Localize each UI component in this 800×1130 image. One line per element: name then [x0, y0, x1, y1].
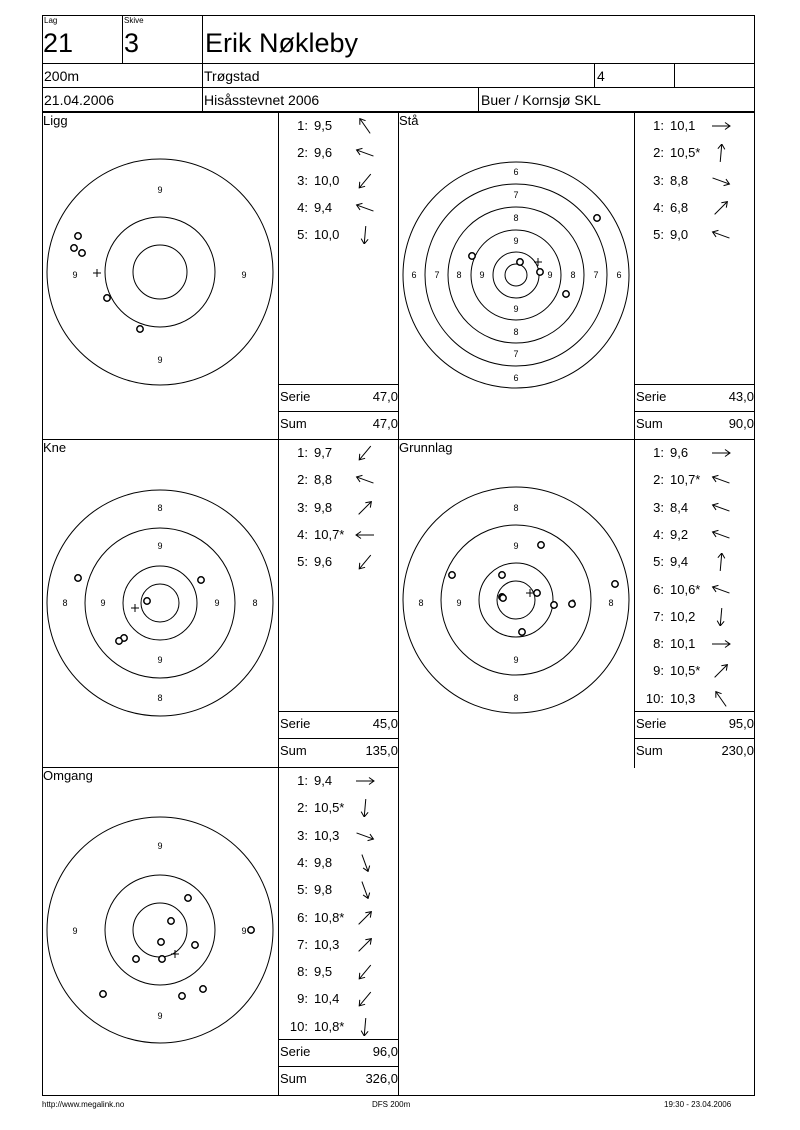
shot-hole: [198, 577, 204, 583]
shot-direction-arrow-icon: [354, 471, 376, 489]
shot-number: 3:: [297, 499, 308, 515]
target-ring: [403, 487, 629, 713]
shot-direction-arrow-icon: [710, 144, 732, 162]
shot-number: 8:: [653, 636, 664, 652]
shot-number: 7:: [653, 608, 664, 624]
shot-value: 10,5*: [314, 800, 345, 816]
shot-value: 9,4: [314, 199, 333, 215]
shot-number: 3:: [297, 827, 308, 843]
shot-direction-arrow-icon: [710, 526, 732, 544]
shot-number: 1:: [653, 445, 664, 460]
ring-number: 9: [157, 655, 163, 665]
shot-value: 6,8: [670, 199, 689, 215]
header-divider-lag: [122, 15, 123, 63]
ring-number: 7: [593, 270, 599, 280]
shot-hole: [469, 253, 475, 259]
sum-label: Sum: [636, 743, 663, 758]
shot-number: 5:: [297, 227, 308, 243]
serie-label: Serie: [280, 389, 311, 404]
shot-hole: [551, 602, 557, 608]
ring-number: 8: [62, 598, 68, 608]
shot-direction-arrow-icon: [710, 172, 732, 190]
shot-row: [288, 882, 388, 900]
target-grunnlag: [398, 439, 634, 766]
venue: Buer / Kornsjø SKL: [481, 92, 601, 108]
shot-hole: [192, 942, 198, 948]
shot-direction-arrow-icon: [354, 799, 376, 817]
shot-hole: [158, 939, 164, 945]
shot-hole: [538, 542, 544, 548]
club: Trøgstad: [204, 68, 260, 84]
col-rule-1: [278, 112, 279, 1096]
section-label: Kne: [43, 440, 67, 455]
shot-value: 9,8: [314, 854, 333, 870]
col-rule-3: [634, 112, 635, 768]
shot-direction-arrow-icon: [354, 990, 376, 1008]
shot-number: 1:: [297, 118, 308, 133]
shot-value: 9,5: [314, 118, 333, 133]
serie-label: Serie: [636, 389, 667, 404]
sum-label: Sum: [280, 743, 307, 758]
section-label: Grunnlag: [399, 440, 453, 455]
aim-cross: [131, 604, 139, 612]
serie-rule: [278, 711, 398, 712]
shot-number: 5:: [297, 882, 308, 898]
shot-number: 6:: [297, 909, 308, 925]
sum-value: 326,0: [365, 1071, 398, 1086]
shot-row: [644, 145, 744, 163]
ring-number: 6: [616, 270, 622, 280]
shot-hole: [185, 895, 191, 901]
shot-number: 1:: [297, 445, 308, 460]
shot-value: 10,1: [670, 118, 696, 133]
shot-row: [288, 828, 388, 846]
shot-direction-arrow-icon: [354, 526, 376, 544]
shot-value: 10,2: [670, 608, 696, 624]
shot-hole: [594, 215, 600, 221]
shot-number: 3:: [653, 499, 664, 515]
event: Hisåsstevnet 2006: [204, 92, 320, 108]
ring-number: 9: [241, 270, 247, 280]
shot-number: 4:: [297, 854, 308, 870]
shot-direction-arrow-icon: [354, 963, 376, 981]
shot-hole: [168, 918, 174, 924]
shot-direction-arrow-icon: [354, 827, 376, 845]
target-ring: [425, 184, 607, 366]
header-rule-1: [42, 63, 755, 64]
serie-label: Serie: [636, 716, 667, 731]
target-omgang: [42, 767, 278, 1094]
shot-value: 10,5*: [670, 663, 701, 679]
shot-row: [288, 991, 388, 1009]
shot-hole: [500, 595, 506, 601]
shot-direction-arrow-icon: [354, 909, 376, 927]
shot-value: 10,3: [314, 827, 340, 843]
serie-value: 95,0: [728, 716, 754, 731]
serie-value: 96,0: [372, 1044, 398, 1059]
lag-value: 21: [43, 28, 74, 58]
shot-row: [644, 527, 744, 545]
shot-hole: [517, 259, 523, 265]
footer-printed: 19:30 - 23.04.2006: [664, 1100, 732, 1109]
skive-label: Skive: [124, 16, 144, 25]
shot-hole: [104, 295, 110, 301]
shot-row: [644, 227, 744, 245]
serie-rule: [634, 711, 754, 712]
shot-number: 8:: [297, 964, 308, 980]
sum-rule: [634, 411, 754, 412]
serie-rule: [278, 1039, 398, 1040]
shot-direction-arrow-icon: [710, 662, 732, 680]
shot-number: 1:: [297, 773, 308, 788]
section-label: Ligg: [43, 113, 68, 128]
ring-number: 9: [214, 598, 220, 608]
shot-direction-arrow-icon: [354, 881, 376, 899]
shot-value: 9,0: [670, 227, 689, 243]
aim-cross: [93, 269, 101, 277]
shot-value: 9,4: [670, 554, 689, 570]
shot-number: 4:: [297, 199, 308, 215]
target-ring: [47, 490, 273, 716]
shot-value: 9,5: [314, 964, 333, 980]
ring-number: 9: [456, 598, 462, 608]
target-ring: [133, 903, 187, 957]
ring-number: 6: [513, 373, 519, 383]
shot-direction-arrow-icon: [354, 444, 376, 462]
shot-hole: [79, 250, 85, 256]
shot-row: [644, 636, 744, 654]
shot-number: 1:: [653, 118, 664, 133]
shot-direction-arrow-icon: [710, 690, 732, 708]
header-rule-2: [42, 87, 755, 88]
shot-hole: [200, 986, 206, 992]
shot-direction-arrow-icon: [354, 854, 376, 872]
shot-direction-arrow-icon: [710, 608, 732, 626]
shot-number: 9:: [297, 991, 308, 1007]
shot-direction-arrow-icon: [354, 199, 376, 217]
shot-row: [288, 145, 388, 163]
shot-value: 10,7*: [670, 472, 701, 488]
shot-hole: [137, 326, 143, 332]
shot-row: [644, 200, 744, 218]
shot-value: 10,0: [314, 227, 340, 243]
shot-row: [644, 472, 744, 490]
section-label: Stå: [399, 113, 419, 128]
ring-number: 9: [157, 185, 163, 195]
shot-value: 9,6: [314, 145, 333, 161]
ring-number: 8: [418, 598, 424, 608]
shot-value: 9,8: [314, 499, 333, 515]
lag-label: Lag: [44, 16, 58, 25]
date: 21.04.2006: [44, 92, 115, 108]
ring-number: 9: [513, 304, 519, 314]
shot-hole: [248, 927, 254, 933]
serie-rule: [278, 384, 398, 385]
shot-number: 5:: [297, 554, 308, 570]
serie-label: Serie: [280, 1044, 311, 1059]
target-ring: [448, 207, 584, 343]
shot-row: [288, 200, 388, 218]
ring-number: 9: [72, 270, 78, 280]
shot-number: 7:: [297, 936, 308, 952]
shot-number: 9:: [653, 663, 664, 679]
shot-value: 9,4: [314, 773, 333, 788]
ring-number: 8: [608, 598, 614, 608]
aim-cross: [171, 950, 179, 958]
shooter-name: Erik Nøkleby: [205, 28, 359, 58]
sum-label: Sum: [280, 1071, 307, 1086]
shot-hole: [612, 581, 618, 587]
serie-value: 43,0: [728, 389, 754, 404]
shot-value: 10,3: [314, 936, 340, 952]
distance: 200m: [44, 68, 80, 84]
target-kne: [42, 439, 278, 766]
shot-hole: [75, 575, 81, 581]
shot-row: [288, 773, 388, 791]
shot-row: [288, 445, 388, 463]
ring-number: 9: [513, 236, 519, 246]
shot-row: [288, 527, 388, 545]
shot-row: [288, 554, 388, 572]
serie-value: 45,0: [372, 716, 398, 731]
ring-number: 8: [157, 503, 163, 513]
ring-number: 7: [513, 190, 519, 200]
shot-row: [288, 173, 388, 191]
sum-rule: [634, 738, 754, 739]
header-divider-class: [594, 63, 595, 87]
serie-label: Serie: [280, 716, 311, 731]
shot-number: 5:: [653, 227, 664, 243]
sum-rule: [278, 738, 398, 739]
shot-row: [644, 554, 744, 572]
sum-value: 135,0: [365, 743, 398, 758]
shot-hole: [116, 638, 122, 644]
shot-hole: [71, 245, 77, 251]
shot-row: [644, 118, 744, 136]
ring-number: 7: [434, 270, 440, 280]
target-ring: [123, 566, 197, 640]
shot-row: [288, 910, 388, 928]
shot-row: [644, 691, 744, 709]
ring-number: 6: [411, 270, 417, 280]
shot-value: 8,8: [314, 472, 333, 488]
shot-value: 10,1: [670, 636, 696, 652]
shot-hole: [449, 572, 455, 578]
ring-number: 9: [100, 598, 106, 608]
ring-number: 9: [157, 355, 163, 365]
shot-direction-arrow-icon: [710, 444, 732, 462]
header-divider-extra: [674, 63, 675, 87]
shot-direction-arrow-icon: [354, 117, 376, 135]
ring-number: 8: [513, 327, 519, 337]
shot-value: 10,0: [314, 172, 340, 188]
shot-number: 3:: [653, 172, 664, 188]
ring-number: 8: [513, 693, 519, 703]
sum-rule: [278, 1066, 398, 1067]
shot-hole: [563, 291, 569, 297]
shot-direction-arrow-icon: [710, 199, 732, 217]
sum-value: 230,0: [721, 743, 754, 758]
ring-number: 8: [513, 213, 519, 223]
shot-direction-arrow-icon: [354, 936, 376, 954]
shot-row: [288, 118, 388, 136]
shot-value: 9,8: [314, 882, 333, 898]
shot-direction-arrow-icon: [354, 499, 376, 517]
shot-number: 10:: [645, 690, 664, 706]
shot-direction-arrow-icon: [710, 117, 732, 135]
target-ring: [479, 563, 553, 637]
ring-number: 9: [547, 270, 553, 280]
section-label: Omgang: [43, 768, 93, 783]
shot-hole: [519, 629, 525, 635]
shot-direction-arrow-icon: [354, 1018, 376, 1036]
shot-direction-arrow-icon: [710, 553, 732, 571]
ring-number: 7: [513, 349, 519, 359]
target-ligg: [42, 112, 278, 439]
shot-row: [288, 964, 388, 982]
shot-number: 4:: [653, 526, 664, 542]
shot-value: 9,2: [670, 526, 689, 542]
shot-hole: [534, 590, 540, 596]
shot-value: 9,6: [314, 554, 333, 570]
shot-row: [288, 472, 388, 490]
ring-number: 8: [513, 503, 519, 513]
shot-value: 10,6*: [670, 581, 701, 597]
sum-value: 90,0: [728, 416, 754, 431]
ring-number: 8: [456, 270, 462, 280]
shot-number: 4:: [653, 199, 664, 215]
shot-number: 5:: [653, 554, 664, 570]
shot-direction-arrow-icon: [354, 772, 376, 790]
shot-row: [288, 800, 388, 818]
shot-number: 2:: [653, 472, 664, 488]
ring-number: 9: [72, 926, 78, 936]
ring-number: 8: [570, 270, 576, 280]
shot-row: [644, 663, 744, 681]
shot-number: 4:: [297, 526, 308, 542]
shot-row: [288, 855, 388, 873]
shot-row: [644, 582, 744, 600]
serie-rule: [634, 384, 754, 385]
shot-row: [288, 227, 388, 245]
target-ring: [105, 217, 215, 327]
ring-number: 6: [513, 167, 519, 177]
shot-row: [288, 1019, 388, 1037]
shot-direction-arrow-icon: [710, 581, 732, 599]
sum-label: Sum: [636, 416, 663, 431]
shot-direction-arrow-icon: [354, 144, 376, 162]
target-ring: [493, 252, 539, 298]
shot-row: [644, 173, 744, 191]
shot-value: 10,8*: [314, 909, 345, 925]
shot-number: 10:: [289, 1018, 308, 1034]
shot-value: 8,8: [670, 172, 689, 188]
shot-hole: [75, 233, 81, 239]
ring-number: 9: [157, 1011, 163, 1021]
ring-number: 9: [479, 270, 485, 280]
shot-value: 10,5*: [670, 145, 701, 161]
shot-hole: [159, 956, 165, 962]
shot-direction-arrow-icon: [354, 553, 376, 571]
shot-number: 2:: [653, 145, 664, 161]
class: 4: [597, 68, 605, 84]
ring-number: 8: [157, 693, 163, 703]
shot-value: 10,4: [314, 991, 340, 1007]
serie-value: 47,0: [372, 389, 398, 404]
shot-row: [288, 500, 388, 518]
skive-value: 3: [124, 28, 140, 58]
ring-number: 9: [157, 841, 163, 851]
shot-direction-arrow-icon: [354, 226, 376, 244]
shot-row: [644, 500, 744, 518]
ring-number: 9: [513, 655, 519, 665]
shot-number: 2:: [297, 800, 308, 816]
header-divider-skive: [202, 15, 203, 112]
shot-hole: [133, 956, 139, 962]
shot-value: 10,8*: [314, 1018, 345, 1034]
shot-row: [644, 445, 744, 463]
ring-number: 9: [157, 541, 163, 551]
shot-number: 2:: [297, 145, 308, 161]
target-ring: [505, 264, 527, 286]
shot-hole: [499, 572, 505, 578]
shot-row: [644, 609, 744, 627]
shot-value: 10,3: [670, 690, 696, 706]
shot-number: 2:: [297, 472, 308, 488]
target-sta: [398, 112, 634, 439]
footer-program: DFS 200m: [372, 1100, 411, 1109]
shot-direction-arrow-icon: [354, 172, 376, 190]
shot-hole: [569, 601, 575, 607]
shot-hole: [537, 269, 543, 275]
shot-direction-arrow-icon: [710, 226, 732, 244]
shot-row: [288, 937, 388, 955]
shot-hole: [179, 993, 185, 999]
ring-number: 9: [513, 541, 519, 551]
shot-hole: [144, 598, 150, 604]
shot-direction-arrow-icon: [710, 499, 732, 517]
shot-direction-arrow-icon: [710, 635, 732, 653]
sum-value: 47,0: [372, 416, 398, 431]
footer-url[interactable]: http://www.megalink.no: [42, 1100, 125, 1109]
aim-cross: [534, 258, 542, 266]
shot-number: 3:: [297, 172, 308, 188]
target-ring: [105, 875, 215, 985]
shot-number: 6:: [653, 581, 664, 597]
shot-value: 9,6: [670, 445, 689, 460]
shot-value: 10,7*: [314, 526, 345, 542]
shot-direction-arrow-icon: [710, 471, 732, 489]
ring-number: 9: [241, 926, 247, 936]
target-ring: [133, 245, 187, 299]
shot-value: 8,4: [670, 499, 689, 515]
sum-label: Sum: [280, 416, 307, 431]
header-divider-venue: [478, 87, 479, 112]
shot-hole: [100, 991, 106, 997]
ring-number: 8: [252, 598, 258, 608]
shot-value: 9,7: [314, 445, 333, 460]
sum-rule: [278, 411, 398, 412]
